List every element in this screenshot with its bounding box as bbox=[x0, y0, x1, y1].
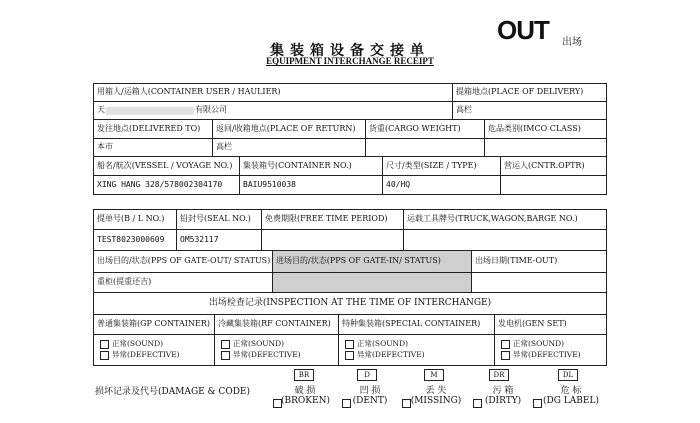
place-of-delivery-value[interactable]: 高栏 bbox=[452, 101, 607, 120]
rf-defective-option[interactable]: 异常(DEFECTIVE) bbox=[221, 350, 301, 361]
gate-in-label: 进场目的/状态(PPS OF GATE-IN/ STATUS) bbox=[272, 250, 472, 273]
size-type-value[interactable]: 40/HQ bbox=[382, 175, 501, 195]
special-status bbox=[338, 334, 495, 366]
damage-code-box: BR bbox=[294, 369, 314, 381]
out-sublabel: 出场 bbox=[562, 37, 582, 48]
container-user-suffix: 有限公司 bbox=[195, 105, 227, 115]
checkbox-icon[interactable] bbox=[501, 340, 510, 349]
checkbox-icon[interactable] bbox=[345, 351, 354, 360]
gen-set-label: 发电机(GEN SET) bbox=[494, 314, 607, 335]
gp-container-label: 普通集装箱(GP CONTAINER) bbox=[93, 314, 215, 335]
gp-sound-option[interactable]: 正常(SOUND) bbox=[100, 339, 163, 350]
gate-out-value[interactable]: 重柜(提重还吉) bbox=[93, 272, 273, 293]
damage-code-box: D bbox=[357, 369, 377, 381]
damage-dg-label-text: 危 标 (DG LABEL) bbox=[543, 386, 599, 406]
checkbox-icon[interactable] bbox=[345, 340, 354, 349]
truck-no-value[interactable] bbox=[403, 229, 607, 251]
rf-sound-option[interactable]: 正常(SOUND) bbox=[221, 339, 284, 350]
imco-class-label: 危品类别(IMCO CLASS) bbox=[484, 119, 607, 139]
cargo-weight-value[interactable] bbox=[365, 138, 485, 157]
gate-in-value bbox=[272, 272, 472, 293]
rf-status bbox=[214, 334, 339, 366]
damage-code-box: DL bbox=[558, 369, 578, 381]
free-time-value[interactable] bbox=[261, 229, 404, 251]
place-of-return-value[interactable]: 高栏 bbox=[212, 138, 366, 157]
special-defective-option[interactable]: 异常(DEFECTIVE) bbox=[345, 350, 425, 361]
vessel-voyage-label: 船名/航次(VESSEL / VOYAGE NO.) bbox=[93, 156, 240, 176]
bl-no-value[interactable]: TEST8023000609 bbox=[93, 229, 177, 251]
place-of-delivery-label: 提箱地点(PLACE OF DELIVERY) bbox=[452, 83, 607, 102]
container-user-value[interactable] bbox=[93, 101, 453, 120]
imco-class-value[interactable] bbox=[484, 138, 607, 157]
damage-code-box: M bbox=[424, 369, 444, 381]
redacted-area bbox=[106, 107, 194, 115]
checkbox-icon[interactable] bbox=[501, 351, 510, 360]
gp-defective-option[interactable]: 异常(DEFECTIVE) bbox=[100, 350, 180, 361]
interchange-form bbox=[93, 83, 607, 423]
out-label: OUT bbox=[497, 15, 549, 45]
checkbox-icon[interactable] bbox=[221, 351, 230, 360]
damage-missing-text: 丢 失 (MISSING) bbox=[410, 386, 462, 406]
container-no-value[interactable]: BAIU9510038 bbox=[239, 175, 383, 195]
place-of-return-label: 返回/收箱地点(PLACE OF RETURN) bbox=[212, 119, 366, 139]
form-title-en: EQUIPMENT INTERCHANGE RECEIPT bbox=[266, 56, 434, 66]
damage-dirty-text: 污 箱 (DIRTY) bbox=[484, 386, 522, 406]
container-user-label: 用箱人/运箱人(CONTAINER USER / HAULIER) bbox=[93, 83, 453, 102]
damage-dent-text: 凹 损 (DENT) bbox=[352, 386, 388, 406]
inspection-heading: 出场检查记录(INSPECTION AT THE TIME OF INTERCHANGE) bbox=[93, 292, 607, 315]
container-user-prefix: 天 bbox=[97, 105, 105, 115]
gen-sound-option[interactable]: 正常(SOUND) bbox=[501, 339, 564, 350]
special-sound-option[interactable]: 正常(SOUND) bbox=[345, 339, 408, 350]
checkbox-icon[interactable] bbox=[221, 340, 230, 349]
damage-broken-text: 破 损 (BROKEN) bbox=[281, 386, 330, 406]
checkbox-icon[interactable] bbox=[100, 351, 109, 360]
truck-no-label: 运载工具牌号(TRUCK,WAGON,BARGE NO.) bbox=[403, 209, 607, 230]
form-title-cn: 集装箱设备交接单 bbox=[270, 43, 430, 59]
gen-defective-option[interactable]: 异常(DEFECTIVE) bbox=[501, 350, 581, 361]
damage-code-label: 损坏记录及代号(DAMAGE & CODE) bbox=[95, 387, 250, 397]
gp-status bbox=[93, 334, 215, 366]
damage-code-box: DR bbox=[489, 369, 509, 381]
bl-no-label: 提单号(B / L NO.) bbox=[93, 209, 177, 230]
delivered-to-value[interactable]: 本市 bbox=[93, 138, 213, 157]
gate-out-label: 出场目的/状态(PPS OF GATE-OUT/ STATUS) bbox=[93, 250, 273, 273]
time-out-value[interactable] bbox=[471, 272, 607, 293]
container-operator-label: 营运人(CNTR.OPTR) bbox=[500, 156, 607, 176]
checkbox-icon[interactable] bbox=[100, 340, 109, 349]
gen-status bbox=[494, 334, 607, 366]
seal-no-value[interactable]: OM532117 bbox=[176, 229, 262, 251]
cargo-weight-label: 货重(CARGO WEIGHT) bbox=[365, 119, 485, 139]
rf-container-label: 冷藏集装箱(RF CONTAINER) bbox=[214, 314, 339, 335]
vessel-voyage-value[interactable]: XING HANG 328/578002304170 bbox=[93, 175, 240, 195]
size-type-label: 尺寸/类型(SIZE / TYPE) bbox=[382, 156, 501, 176]
time-out-label: 出场日期(TIME-OUT) bbox=[471, 250, 607, 273]
free-time-label: 免费期限(FREE TIME PERIOD) bbox=[261, 209, 404, 230]
special-container-label: 特种集装箱(SPECIAL CONTAINER) bbox=[338, 314, 495, 335]
seal-no-label: 铅封号(SEAL NO.) bbox=[176, 209, 262, 230]
container-operator-value[interactable] bbox=[500, 175, 607, 195]
delivered-to-label: 发往地点(DELIVERED TO) bbox=[93, 119, 213, 139]
container-no-label: 集装箱号(CONTAINER NO.) bbox=[239, 156, 383, 176]
